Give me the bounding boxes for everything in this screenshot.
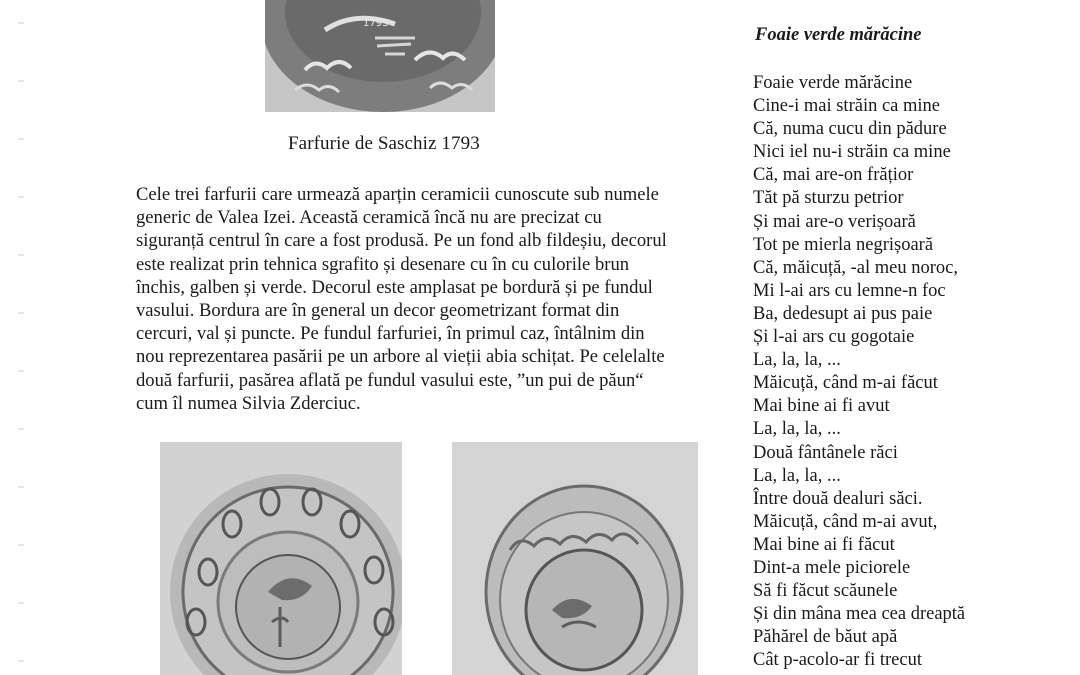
- poem-line: Că, mai are-on frățior: [753, 165, 914, 186]
- poem-line: Și l-ai ars cu gogotaie: [753, 327, 915, 348]
- figure-caption: Farfurie de Saschiz 1793: [288, 133, 480, 154]
- poem-line: Mi l-ai ars cu lemne-n foc: [753, 280, 946, 301]
- poem-line: Că, măicuță, -al meu noroc,: [753, 257, 958, 278]
- poem-line: Cât p-acolo-ar fi trecut: [753, 650, 922, 671]
- poem-line: Tăt pă sturzu petrior: [753, 188, 904, 209]
- poem-line: La, la, la, ...: [753, 350, 841, 371]
- poem-line: Două fântânele răci: [753, 442, 898, 463]
- poem-line: Ba, dedesupt ai pus paie: [753, 303, 933, 324]
- poem-line: La, la, la, ...: [753, 419, 841, 440]
- poem-line: Nici iel nu-i străin ca mine: [753, 142, 951, 163]
- poem-line: Păhărel de băut apă: [753, 627, 898, 648]
- poem-line: Să fi făcut scăunele: [753, 581, 898, 602]
- poem-line: Și mai are-o verișoară: [753, 211, 916, 232]
- poem-line: Măicuță, când m-ai făcut: [753, 373, 938, 394]
- poem-line: Și din mâna mea cea dreaptă: [753, 604, 966, 625]
- poem-line: Foaie verde mărăcine: [753, 73, 913, 93]
- poem-line: Dint-a mele piciorele: [753, 557, 911, 578]
- page-edge-marks: [18, 0, 24, 675]
- poem-title: Foaie verde mărăcine: [755, 25, 922, 45]
- poem-line: Între două dealuri săci.: [753, 488, 923, 509]
- poem-line: Cine-i mai străin ca mine: [753, 96, 940, 117]
- valea-izei-bowl-photo-left: [160, 442, 402, 675]
- saschiz-plate-photo: [265, 0, 495, 112]
- poem-line: Mai bine ai fi avut: [753, 396, 890, 417]
- poem-line: Că, numa cucu din pădure: [753, 119, 947, 140]
- poem-line: Măicuță, când m-ai avut,: [753, 511, 938, 532]
- poem-lines: [753, 72, 965, 672]
- poem-line: Tot pe mierla negrișoară: [753, 234, 934, 255]
- valea-izei-bowl-photo-right: [452, 442, 698, 675]
- body-paragraph: Cele trei farfurii care urmează aparțin ceramicii cunoscute sub numele generic de Valea Izei. Această ceramică încă nu are precizat cu siguranță centrul în care a fost produsă. Pe un fond alb fildeșiu, decorul este realizat prin tehnica sgrafito și desenare cu în cu culorile brun închis, galben și verde. Decorul este amplasat pe bordură și pe fundul vasului. Bordura are în general un decor geometrizant format din cercuri, val și puncte. Pe fundul farfuriei, în primul caz, întâlnim din nou reprezentarea pasării pe un arbore al vieții abia schițat. Pe celelalte două farfurii, pasărea aflată pe fundul vasului este, ”un pui de păun“ cum îl numea Silvia Zderciuc.: [136, 184, 667, 414]
- poem-line: Mai bine ai fi făcut: [753, 534, 895, 555]
- poem-line: La, la, la, ...: [753, 465, 841, 486]
- plate-inscription: 1793: [363, 18, 389, 29]
